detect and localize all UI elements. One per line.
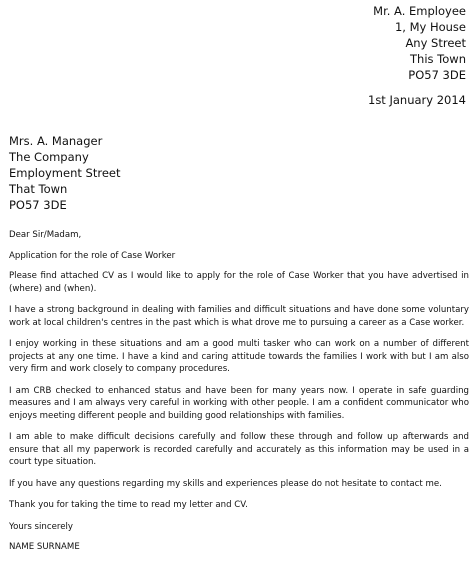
- letter-body: [9, 229, 469, 563]
- recipient-postcode: PO57 3DE: [9, 198, 67, 212]
- body-paragraph: Please find attached CV as I would like to apply for the role of Case Worker that you have advertised in (where) and (when).: [9, 271, 469, 294]
- subject-line: Application for the role of Case Worker: [9, 250, 176, 261]
- body-paragraph: I enjoy working in these situations and am a good multi tasker who can work on a number of different projects at any one time. I have a kind and caring attitude towards the families I work with but I am also very firm and work closely to company procedures.: [9, 339, 469, 374]
- sender-address-line: This Town: [410, 52, 466, 66]
- recipient-address-line: That Town: [9, 182, 68, 196]
- closing: Yours sincerely: [9, 521, 73, 532]
- sender-address-block: [373, 3, 466, 83]
- body-paragraph: I am CRB checked to enhanced status and have been for many years now. I operate in safe guarding measures and I am always very careful in working with other people. I am a confident communicator who enjoys meeting different people and building good relationships with families.: [9, 385, 469, 421]
- body-paragraph: I am able to make difficult decisions carefully and follow these through and follow up afterwards and ensure that all my paperwork is recorded carefully and accurately as this information may be used in a court type situation.: [9, 432, 469, 467]
- sender-address-line: Any Street: [405, 36, 466, 50]
- sender-postcode: PO57 3DE: [408, 68, 466, 82]
- recipient-address-line: The Company: [9, 150, 89, 164]
- signature-name: NAME SURNAME: [9, 542, 80, 552]
- body-paragraph: If you have any questions regarding my skills and experiences please do not hesitate to contact me.: [9, 478, 442, 489]
- salutation: Dear Sir/Madam,: [9, 230, 82, 240]
- body-paragraph: I have a strong background in dealing with families and difficult situations and have done some voluntary work at local children's centres in the past which is what drove me to pursuing a career as a Case worker.: [9, 305, 469, 328]
- sender-name: Mr. A. Employee: [373, 4, 466, 18]
- letter-date: 1st January 2014: [368, 93, 466, 107]
- recipient-address-block: [9, 133, 120, 213]
- sender-address-line: 1, My House: [394, 20, 466, 34]
- body-paragraph: Thank you for taking the time to read my letter and CV.: [9, 500, 248, 510]
- recipient-address-line: Employment Street: [9, 166, 121, 180]
- recipient-name: Mrs. A. Manager: [9, 134, 103, 148]
